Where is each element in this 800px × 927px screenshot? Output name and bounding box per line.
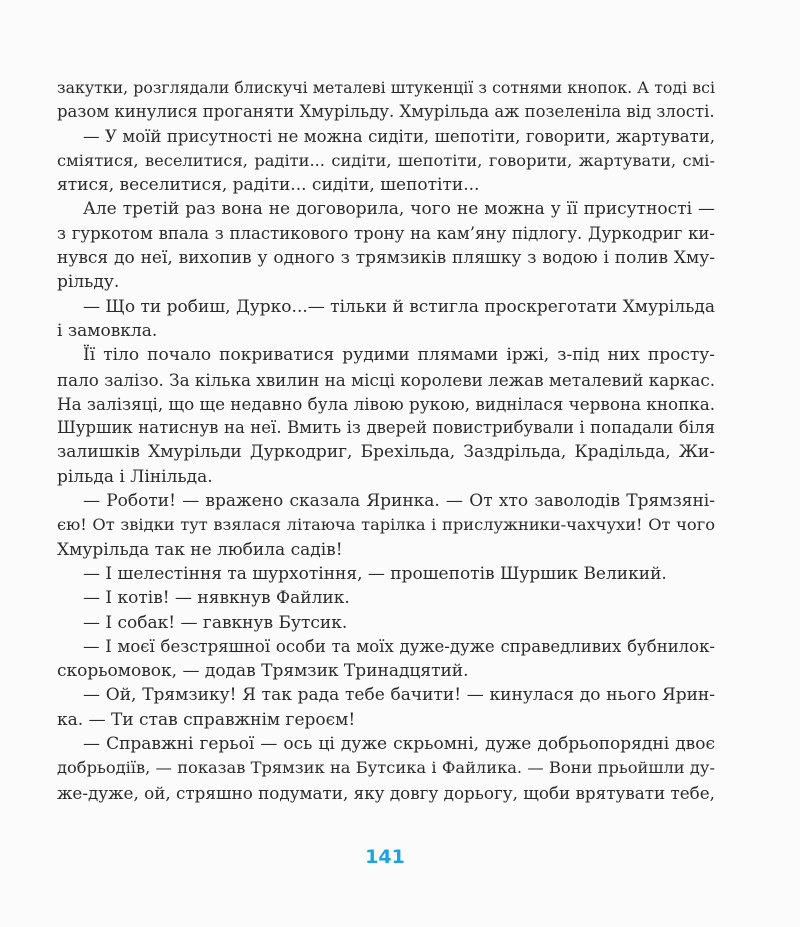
text-line: з гуркотом впала з пластикового трону на кам’яну підлогу. Дуркодриг ки-	[57, 223, 715, 243]
text-line: Шуршик натиснув на неї. Вмить із дверей повистрибували і попадали біля	[57, 418, 715, 438]
text-line: разом кинулися проганяти Хмурільду. Хмурільда аж позеленіла від злості.	[57, 102, 715, 122]
text-line: — Справжні герьої — ось ці дуже скрьомні, дуже добрьопорядні двоє	[83, 734, 715, 755]
text-line: — Що ти робиш, Дурко...— тільки й встигла проскреготати Хмурільда	[83, 296, 715, 317]
text-line: пало залізо. За кілька хвилин на місці королеви лежав металевий каркас.	[57, 369, 716, 390]
text-line: залишків Хмурільди Дуркодриг, Брехільда, Заздрільда, Крадільда, Жи-	[57, 442, 715, 463]
text-line: — Ой, Трямзику! Я так рада тебе бачити! — кинулася до нього Ярин-	[83, 685, 715, 706]
text-line: рільду.	[57, 272, 120, 293]
text-line: — І шелестіння та шурхотіння, — прошепотів Шуршик Великий.	[83, 563, 667, 584]
body-text	[57, 76, 715, 805]
text-line: ятися, веселитися, радіти... сидіти, шепотіти...	[57, 175, 480, 196]
text-line: Але третій раз вона не договорила, чого не можна у її присутності —	[83, 199, 715, 220]
text-line: єю! От звідки тут взялася літаюча тарілка і прислужники-чахчухи! От чого	[57, 515, 715, 535]
page-number: 141	[365, 846, 405, 868]
text-line: — У моїй присутності не можна сидіти, шепотіти, говорити, жартувати,	[83, 126, 715, 146]
text-line: — І котів! — нявкнув Файлик.	[83, 588, 350, 609]
text-line: і замовкла.	[57, 320, 158, 341]
text-line: нувся до неї, вихопив у одного з трямзиків пляшку з водою і полив Хму-	[57, 248, 715, 269]
text-line: На залізяці, що ще недавно була лівою рукою, виднілася червона кнопка.	[57, 393, 716, 414]
text-line: скорьомовок, — додав Трямзик Тринадцятий.	[57, 661, 469, 682]
text-line: закутки, розглядали блискучі металеві штукенції з сотнями кнопок. А тоді всі	[57, 78, 715, 97]
text-line: Хмурільда так не любила садів!	[57, 539, 343, 560]
text-line: — І собак! — гавкнув Бутсик.	[83, 612, 348, 633]
text-line: добрьодіїв, — показав Трямзик на Бутсика і Файлика. — Вони прьойшли ду-	[57, 758, 715, 778]
text-line: сміятися, веселитися, радіти... сидіти, шепотіти, говорити, жартувати, смі-	[57, 150, 715, 170]
text-line: ка. — Ти став справжнім героєм!	[57, 709, 356, 730]
text-line: Її тіло почало покриватися рудими плямами іржі, з-під них просту-	[83, 345, 715, 366]
text-line: — І моєї безстряшної особи та моїх дуже-дуже справедливих бубнилок-	[83, 636, 715, 656]
text-line: же-дуже, ой, стряшно подумати, яку довгу дорьогу, щоби врятувати тебе,	[57, 782, 715, 803]
text-line: рільда і Лінільда.	[57, 466, 213, 487]
text-line: — Роботи! — вражено сказала Яринка. — От хто заволодів Трямзяні-	[83, 491, 715, 512]
